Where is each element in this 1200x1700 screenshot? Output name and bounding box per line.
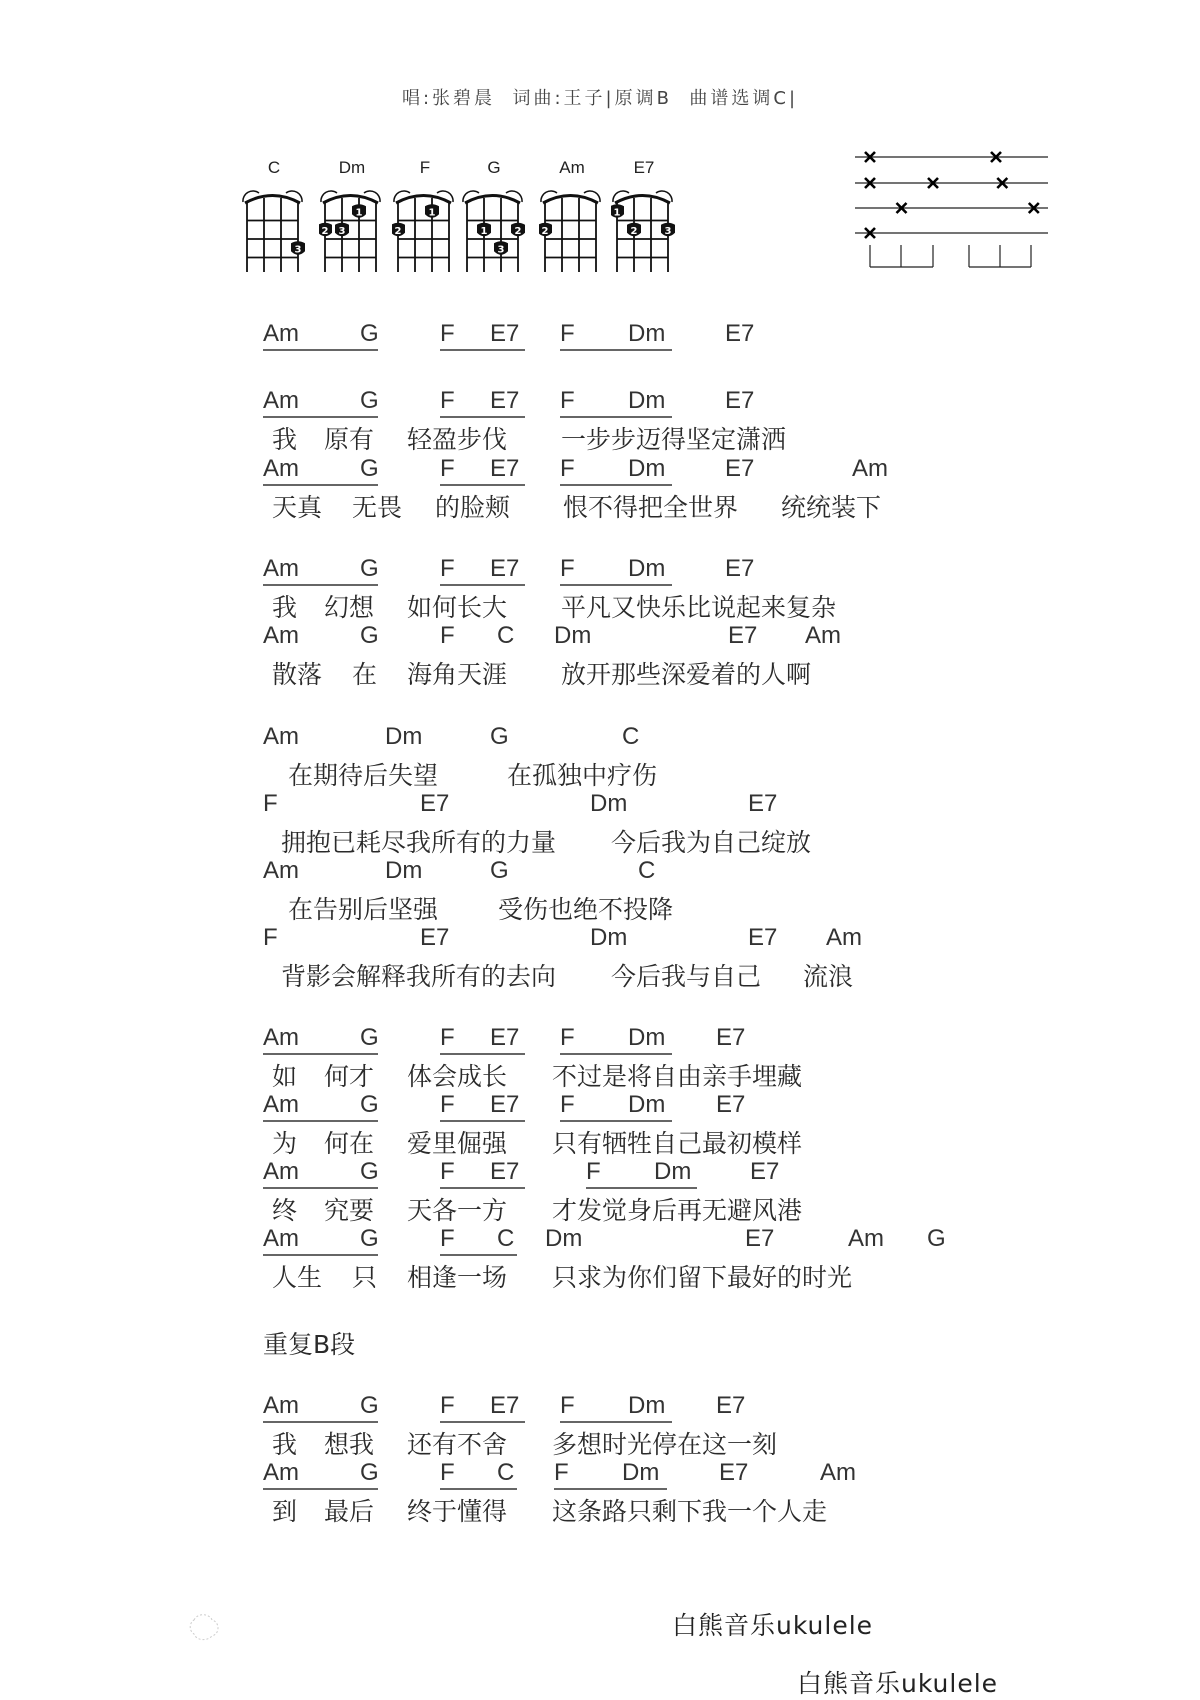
chord-group-underline	[440, 1421, 525, 1423]
lyric-phrase: 在	[352, 660, 378, 689]
lyric-phrase: 终	[272, 1196, 298, 1225]
chord-group-underline	[263, 1120, 378, 1122]
chord-group-underline	[263, 1187, 378, 1189]
chord-symbol: E7	[716, 1024, 746, 1051]
chord-line	[0, 455, 1200, 485]
chord-diagram-c	[241, 180, 307, 272]
lyric-line	[0, 1191, 1200, 1223]
chord-symbol: E7	[725, 555, 755, 582]
chord-symbol: Am	[263, 387, 299, 414]
chord-symbol: Dm	[628, 1392, 666, 1419]
chord-symbol: G	[360, 1091, 379, 1118]
chord-group-underline	[560, 1421, 672, 1423]
chord-symbol: Am	[263, 555, 299, 582]
chord-symbol: F	[440, 1158, 455, 1185]
chord-symbol: C	[638, 857, 656, 884]
chord-symbol: C	[497, 622, 515, 649]
lyric-phrase: 为	[272, 1129, 298, 1158]
chord-symbol: Dm	[628, 555, 666, 582]
chord-group-underline	[440, 349, 525, 351]
chord-symbol: F	[440, 1225, 455, 1252]
lyric-phrase: 何在	[324, 1129, 375, 1158]
lyric-phrase: 在告别后坚强	[288, 895, 439, 924]
chord-symbol: Am	[263, 723, 299, 750]
chord-symbol: F	[560, 1392, 575, 1419]
lyric-phrase: 最后	[324, 1497, 375, 1526]
chord-symbol: G	[360, 455, 379, 482]
chord-symbol: E7	[745, 1225, 775, 1252]
song-credits: 唱:张碧晨 词曲:王子|原调B 曲谱选调C|	[401, 88, 799, 109]
chord-symbol: Dm	[385, 857, 423, 884]
chord-group-underline	[554, 1488, 667, 1490]
lyric-phrase: 想我	[324, 1430, 375, 1459]
lyric-phrase: 如何长大	[407, 593, 508, 622]
lyric-phrase: 天各一方	[407, 1196, 508, 1225]
lyric-phrase: 这条路只剩下我一个人走	[552, 1497, 828, 1526]
chord-group-underline	[586, 1187, 697, 1189]
chord-symbol: E7	[490, 1024, 520, 1051]
lyric-phrase: 今后我为自己绽放	[611, 828, 812, 857]
lyric-phrase: 爱里倔强	[407, 1129, 508, 1158]
chord-symbol: E7	[719, 1459, 749, 1486]
chord-symbol: E7	[420, 924, 450, 951]
chord-diagram-name: Dm	[338, 158, 366, 177]
chord-line	[0, 1459, 1200, 1489]
chord-symbol: E7	[748, 924, 778, 951]
chord-symbol: G	[360, 1158, 379, 1185]
chord-diagram-name: G	[487, 158, 501, 177]
lyric-phrase: 流浪	[803, 962, 854, 991]
chord-symbol: Dm	[628, 455, 666, 482]
chord-symbol: G	[360, 387, 379, 414]
lyric-line	[0, 1057, 1200, 1089]
chord-line	[0, 924, 1200, 954]
chord-symbol: E7	[716, 1392, 746, 1419]
lyric-phrase: 在孤独中疗伤	[507, 761, 658, 790]
lyric-phrase: 还有不舍	[407, 1430, 508, 1459]
chord-symbol: Am	[852, 455, 888, 482]
lyric-line	[0, 957, 1200, 989]
chord-line	[0, 1225, 1200, 1255]
chord-line	[0, 1158, 1200, 1188]
chord-group-underline	[560, 349, 672, 351]
chord-symbol: F	[440, 1459, 455, 1486]
chord-symbol: Am	[826, 924, 862, 951]
chord-group-underline	[440, 1254, 517, 1256]
chord-line	[0, 1392, 1200, 1422]
chord-group-underline	[263, 484, 378, 486]
chord-line	[0, 555, 1200, 585]
chord-group-underline	[263, 1421, 378, 1423]
lyric-phrase: 放开那些深爱着的人啊	[561, 660, 812, 689]
chord-line	[0, 320, 1200, 350]
svg-text:2: 2	[514, 225, 522, 237]
svg-text:3: 3	[294, 244, 302, 256]
lyric-phrase: 统统装下	[781, 493, 882, 522]
chord-symbol: G	[360, 622, 379, 649]
chord-diagram-am	[539, 180, 605, 272]
chord-diagram-name: E7	[633, 158, 655, 177]
chord-symbol: E7	[490, 1158, 520, 1185]
chord-symbol: F	[440, 387, 455, 414]
lyric-phrase: 轻盈步伐	[407, 425, 508, 454]
chord-symbol: Am	[805, 622, 841, 649]
chord-symbol: E7	[725, 455, 755, 482]
lyric-line	[0, 655, 1200, 687]
chord-symbol: Dm	[622, 1459, 660, 1486]
chord-line	[0, 790, 1200, 820]
chord-symbol: C	[497, 1225, 515, 1252]
chord-symbol: Am	[263, 1091, 299, 1118]
chord-symbol: G	[360, 1392, 379, 1419]
lyric-phrase: 才发觉身后再无避风港	[552, 1196, 803, 1225]
chord-group-underline	[440, 584, 525, 586]
chord-symbol: G	[360, 320, 379, 347]
chord-line	[0, 857, 1200, 887]
chord-symbol: E7	[490, 320, 520, 347]
chord-symbol: E7	[490, 387, 520, 414]
chord-symbol: Am	[263, 1392, 299, 1419]
chord-symbol: G	[360, 1225, 379, 1252]
chord-group-underline	[560, 1053, 672, 1055]
chord-symbol: Dm	[545, 1225, 583, 1252]
section-label: 重复B段	[263, 1330, 356, 1359]
chord-symbol: E7	[725, 387, 755, 414]
chord-symbol: F	[560, 1091, 575, 1118]
chord-symbol: F	[440, 455, 455, 482]
lyric-line	[0, 890, 1200, 922]
chord-group-underline	[560, 1120, 672, 1122]
svg-text:1: 1	[428, 207, 436, 219]
chord-symbol: E7	[490, 555, 520, 582]
chord-symbol: G	[490, 857, 509, 884]
chord-symbol: F	[560, 1024, 575, 1051]
lyric-line	[0, 1492, 1200, 1524]
lyric-phrase: 只求为你们留下最好的时光	[552, 1263, 853, 1292]
chord-diagram-name: C	[267, 158, 281, 177]
svg-text:2: 2	[541, 225, 549, 237]
chord-symbol: Am	[263, 455, 299, 482]
svg-text:2: 2	[394, 225, 402, 237]
chord-symbol: F	[560, 387, 575, 414]
chord-group-underline	[440, 1053, 525, 1055]
decorative-blob-icon	[188, 1612, 224, 1642]
svg-text:3: 3	[338, 225, 346, 237]
chord-diagram-g	[461, 180, 527, 272]
lyric-phrase: 如	[272, 1062, 298, 1091]
chord-diagram-name: F	[419, 158, 431, 177]
lyric-phrase: 海角天涯	[407, 660, 508, 689]
chord-symbol: F	[560, 455, 575, 482]
lyric-phrase: 无畏	[352, 493, 403, 522]
chord-symbol: E7	[728, 622, 758, 649]
chord-symbol: E7	[750, 1158, 780, 1185]
chord-symbol: F	[440, 622, 455, 649]
lyric-phrase: 我	[272, 593, 298, 622]
lyric-phrase: 体会成长	[407, 1062, 508, 1091]
lyric-phrase: 的脸颊	[435, 493, 511, 522]
chord-symbol: E7	[716, 1091, 746, 1118]
lyric-phrase: 幻想	[324, 593, 375, 622]
chord-group-underline	[263, 1053, 378, 1055]
chord-symbol: Dm	[628, 1091, 666, 1118]
chord-symbol: F	[586, 1158, 601, 1185]
lyric-phrase: 何才	[324, 1062, 375, 1091]
chord-line	[0, 1091, 1200, 1121]
chord-group-underline	[560, 416, 672, 418]
chord-symbol: E7	[490, 1392, 520, 1419]
chord-symbol: E7	[725, 320, 755, 347]
chord-line	[0, 622, 1200, 652]
chord-symbol: Am	[263, 622, 299, 649]
chord-diagram-e7	[611, 180, 677, 272]
chord-group-underline	[263, 416, 378, 418]
chord-symbol: F	[560, 320, 575, 347]
chord-group-underline	[263, 1254, 378, 1256]
chord-symbol: F	[263, 924, 278, 951]
chord-symbol: Dm	[628, 387, 666, 414]
chord-symbol: F	[440, 320, 455, 347]
chord-symbol: Am	[263, 320, 299, 347]
chord-line	[0, 387, 1200, 417]
chord-symbol: F	[440, 1024, 455, 1051]
chord-diagram-f	[392, 180, 458, 272]
lyric-line	[0, 1258, 1200, 1290]
chord-group-underline	[440, 416, 525, 418]
chord-symbol: Am	[263, 1024, 299, 1051]
chord-symbol: F	[560, 555, 575, 582]
svg-text:1: 1	[613, 207, 621, 219]
lyric-phrase: 今后我与自己	[611, 962, 762, 991]
lyric-line	[0, 1425, 1200, 1457]
chord-symbol: C	[622, 723, 640, 750]
chord-symbol: Am	[263, 1225, 299, 1252]
chord-symbol: Dm	[590, 790, 628, 817]
chord-symbol: F	[440, 1392, 455, 1419]
strum-pattern	[850, 140, 1070, 280]
chord-symbol: Am	[263, 1459, 299, 1486]
chord-group-underline	[440, 1187, 525, 1189]
lyric-phrase: 在期待后失望	[288, 761, 439, 790]
chord-symbol: F	[440, 1091, 455, 1118]
chord-symbol: C	[497, 1459, 515, 1486]
chord-symbol: F	[440, 555, 455, 582]
chord-symbol: F	[554, 1459, 569, 1486]
lyric-line	[0, 756, 1200, 788]
chord-group-underline	[263, 584, 378, 586]
lyric-phrase: 我	[272, 1430, 298, 1459]
chord-group-underline	[560, 484, 672, 486]
chord-symbol: Dm	[385, 723, 423, 750]
svg-text:2: 2	[630, 225, 638, 237]
lyric-phrase: 原有	[324, 425, 375, 454]
watermark-primary: 白熊音乐ukulele	[672, 1611, 874, 1640]
svg-text:3: 3	[664, 225, 672, 237]
chord-symbol: Am	[820, 1459, 856, 1486]
chord-symbol: G	[360, 1024, 379, 1051]
svg-text:1: 1	[480, 225, 488, 237]
chord-symbol: Dm	[654, 1158, 692, 1185]
watermark-secondary: 白熊音乐ukulele	[797, 1669, 999, 1698]
svg-text:1: 1	[355, 207, 363, 219]
lyric-phrase: 散落	[272, 660, 323, 689]
lyric-phrase: 人生	[272, 1263, 323, 1292]
chord-group-underline	[263, 1488, 378, 1490]
chord-symbol: G	[490, 723, 509, 750]
svg-text:2: 2	[321, 225, 329, 237]
lyric-phrase: 背影会解释我所有的去向	[281, 962, 557, 991]
lyric-phrase: 相逢一场	[407, 1263, 508, 1292]
chord-symbol: E7	[420, 790, 450, 817]
chord-symbol: Dm	[628, 1024, 666, 1051]
chord-diagram-dm	[319, 180, 385, 272]
svg-text:3: 3	[497, 244, 505, 256]
chord-symbol: G	[360, 1459, 379, 1486]
chord-symbol: G	[927, 1225, 946, 1252]
chord-symbol: Am	[848, 1225, 884, 1252]
lyric-line	[0, 488, 1200, 520]
lyric-line	[0, 823, 1200, 855]
chord-group-underline	[440, 1488, 517, 1490]
chord-symbol: G	[360, 555, 379, 582]
lyric-line	[0, 1124, 1200, 1156]
chord-symbol: E7	[748, 790, 778, 817]
chord-line	[0, 723, 1200, 753]
lyric-phrase: 到	[272, 1497, 298, 1526]
chord-group-underline	[440, 1120, 525, 1122]
chord-diagram-name: Am	[559, 158, 585, 177]
lyric-phrase: 终于懂得	[407, 1497, 508, 1526]
lyric-phrase: 拥抱已耗尽我所有的力量	[281, 828, 557, 857]
lyric-phrase: 平凡又快乐比说起来复杂	[561, 593, 837, 622]
lyric-phrase: 一步步迈得坚定潇洒	[561, 425, 787, 454]
lyric-phrase: 天真	[272, 493, 323, 522]
lyric-phrase: 只有牺牲自己最初模样	[552, 1129, 803, 1158]
lyric-phrase: 多想时光停在这一刻	[552, 1430, 778, 1459]
lyric-phrase: 受伤也绝不投降	[498, 895, 674, 924]
chord-symbol: Dm	[628, 320, 666, 347]
lyric-line	[0, 420, 1200, 452]
lyric-phrase: 我	[272, 425, 298, 454]
chord-symbol: Dm	[554, 622, 592, 649]
chord-symbol: Am	[263, 857, 299, 884]
chord-symbol: Dm	[590, 924, 628, 951]
chord-group-underline	[560, 584, 672, 586]
lyric-phrase: 不过是将自由亲手埋藏	[552, 1062, 803, 1091]
chord-symbol: F	[263, 790, 278, 817]
lyric-phrase: 恨不得把全世界	[563, 493, 739, 522]
chord-symbol: E7	[490, 455, 520, 482]
lyric-line	[0, 588, 1200, 620]
chord-symbol: E7	[490, 1091, 520, 1118]
chord-group-underline	[440, 484, 525, 486]
lyric-phrase: 究要	[324, 1196, 375, 1225]
chord-symbol: Am	[263, 1158, 299, 1185]
lyric-phrase: 只	[352, 1263, 378, 1292]
chord-line	[0, 1024, 1200, 1054]
chord-group-underline	[263, 349, 378, 351]
